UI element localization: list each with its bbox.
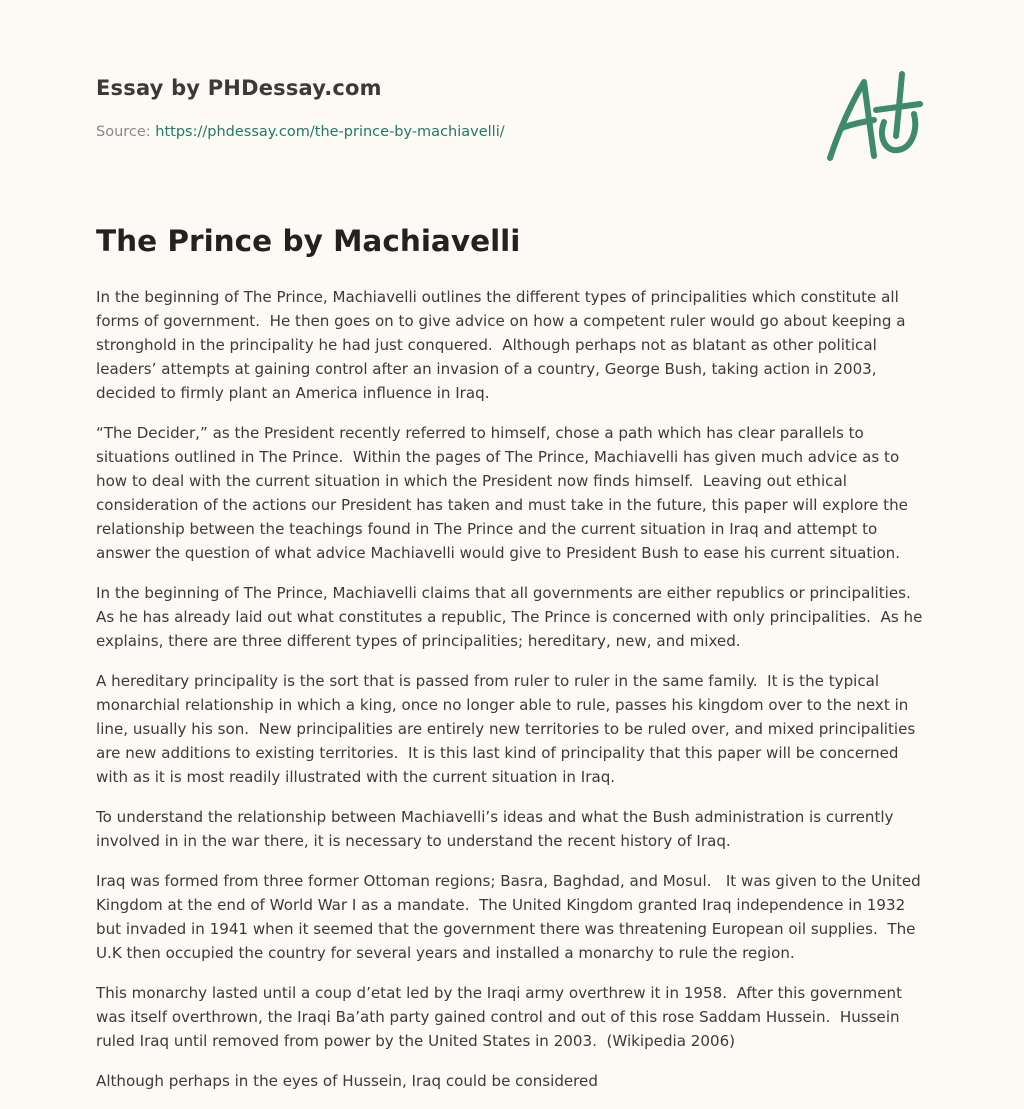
source-label: Source: xyxy=(96,124,156,140)
essay-body xyxy=(96,285,932,1109)
essay-title: The Prince by Machiavelli xyxy=(96,224,521,258)
source-line xyxy=(96,124,505,140)
essay-paragraph: Although perhaps in the eyes of Hussein, Iraq could be considered xyxy=(96,1072,598,1090)
essay-paragraph: A hereditary principality is the sort that is passed from ruler to ruler in the same family. It is the typical monarchial relationship in which a king, once no longer able to rule, passes his kingdom over to the next in line, usually his son. New principalities are entirely new territories to be ruled over, and mixed principalities are new additions to existing territories. It is this last kind of principality that this paper will be concerned with as it is most readily illustrated with the current situation in Iraq. xyxy=(96,672,921,786)
source-link[interactable]: https://phdessay.com/the-prince-by-machiavelli/ xyxy=(155,124,505,140)
essay-paragraph: This monarchy lasted until a coup d’etat led by the Iraqi army overthrew it in 1958. After this government was itself overthrown, the Iraqi Ba’ath party gained control and out of this rose Saddam Hussein. Hussein ruled Iraq until removed from power by the United States in 2003. (Wikipedia 2006) xyxy=(96,984,907,1050)
essay-paragraph: Iraq was formed from three former Ottoman regions; Basra, Baghdad, and Mosul. It was given to the United Kingdom at the end of World War I as a mandate. The United Kingdom granted Iraq independence in 1932 but invaded in 1941 when it seemed that the government there was threatening European oil supplies. The U.K then occupied the country for several years and installed a monarchy to rule the region. xyxy=(96,872,926,962)
essay-paragraph: In the beginning of The Prince, Machiavelli outlines the different types of principalities which constitute all forms of government. He then goes on to give advice on how a competent ruler would go about keeping a stronghold in the principality he had just conquered. Although perhaps not as blatant as other political leaders’ attempts at gaining control after an invasion of a country, George Bush, taking action in 2003, decided to firmly plant an America influence in Iraq. xyxy=(96,288,911,402)
essay-paragraph: In the beginning of The Prince, Machiavelli claims that all governments are either republics or principalities. As he has already laid out what constitutes a republic, The Prince is concerned with only principalities. As he explains, there are three different types of principalities; hereditary, new, and mixed. xyxy=(96,584,928,650)
site-title: Essay by PHDessay.com xyxy=(96,76,382,100)
essay-paragraph: “The Decider,” as the President recently referred to himself, chose a path which has clear parallels to situations outlined in The Prince. Within the pages of The Prince, Machiavelli has given much advice as to how to deal with the current situation in which the President now finds himself. Leaving out ethical consideration of the actions our President has taken and must take in the future, this paper will explore the relationship between the teachings found in The Prince and the current situation in Iraq and attempt to answer the question of what advice Machiavelli would give to President Bush to ease his current situation. xyxy=(96,424,913,562)
a-plus-logo-icon xyxy=(818,66,928,166)
essay-paragraph: To understand the relationship between Machiavelli’s ideas and what the Bush administration is currently involved in in the war there, it is necessary to understand the recent history of Iraq. xyxy=(96,808,899,850)
